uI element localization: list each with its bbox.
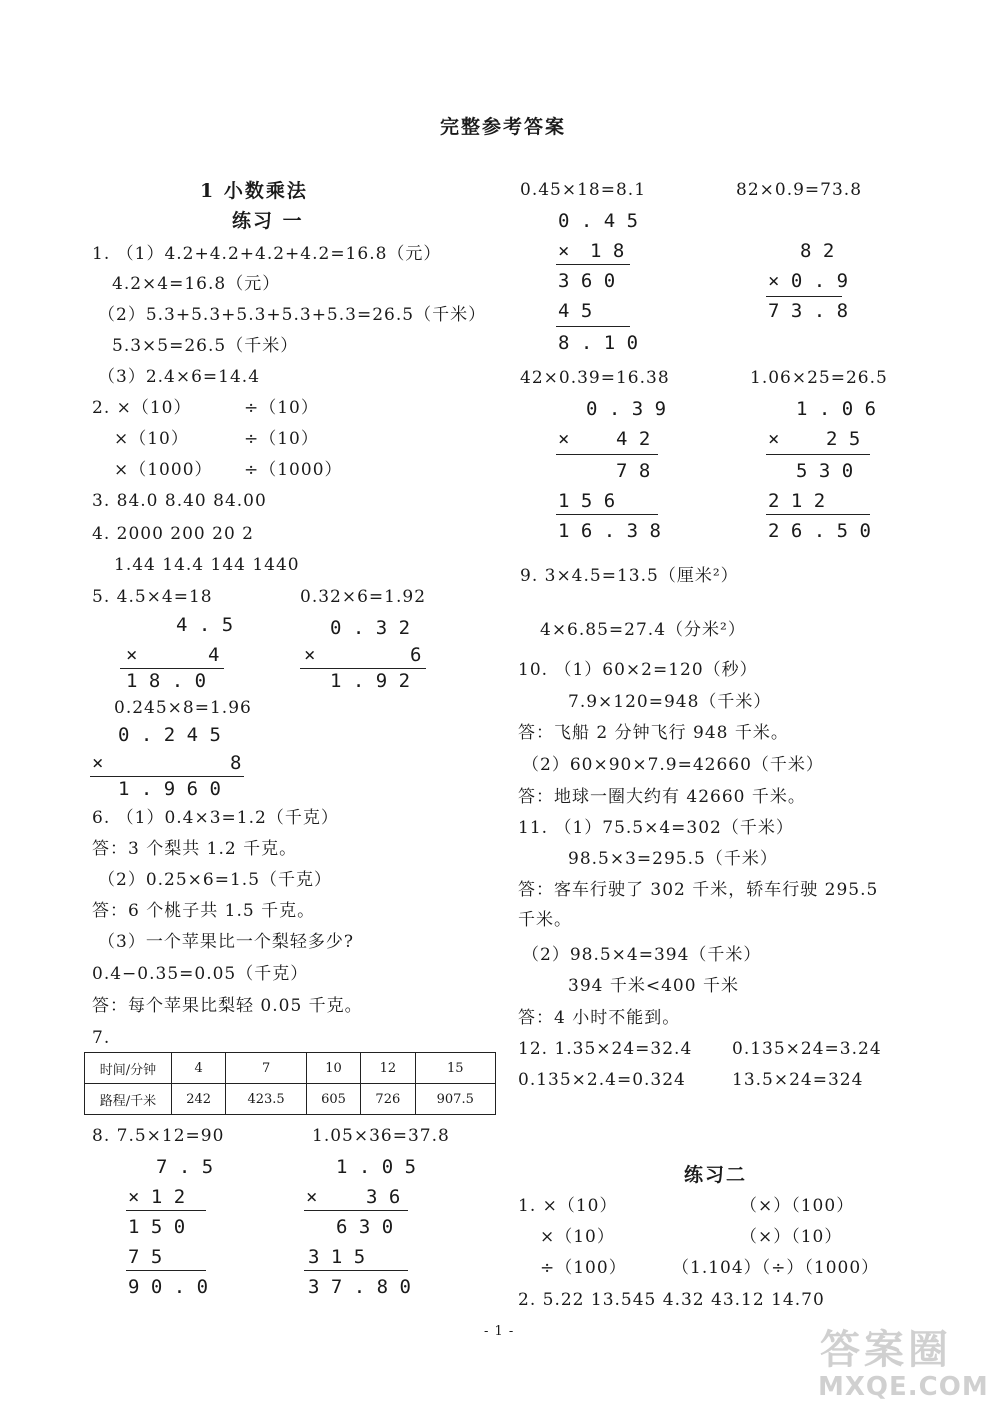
answer-line: （2）0.25×6=1.5（千克）: [98, 870, 333, 890]
vertical-calc-row: 1 8: [590, 240, 625, 262]
calc-line: [766, 296, 842, 297]
vertical-calc-row: 7 8: [616, 460, 651, 482]
answer-line: （2）98.5×4=394（千米）: [522, 945, 762, 965]
answer-line: 12. 1.35×24=32.4: [518, 1039, 693, 1059]
answer-line: ×（10）: [114, 429, 189, 449]
vertical-calc-row: 0 . 4 5: [558, 210, 639, 232]
vertical-calc-row: 5 3 0: [796, 460, 854, 482]
vertical-calc-row: × 1 2: [128, 1186, 186, 1208]
calc-line: [556, 514, 658, 515]
answer-line: 千米。: [518, 910, 572, 930]
vertical-calc-row: 1 . 9 6 0: [118, 778, 221, 800]
answer-line: 11. （1）75.5×4=302（千米）: [518, 818, 794, 838]
answer-line: 6. （1）0.4×3=1.2（千克）: [92, 808, 339, 828]
vertical-calc-row: 2 5: [826, 428, 861, 450]
vertical-calc-row: 1 5 0: [128, 1216, 186, 1238]
multiply-sign: ×: [304, 644, 316, 666]
calc-line: [304, 1270, 408, 1271]
vertical-calc-row: 3 1 5: [308, 1246, 366, 1268]
answer-line: ×（1000）: [114, 460, 213, 480]
multiply-sign: ×: [306, 1186, 318, 1208]
calc-line: [766, 514, 870, 515]
answer-line: 9. 3×4.5=13.5（厘米²）: [520, 566, 739, 586]
calc-line: [120, 668, 224, 669]
answer-line: 答：客车行驶了 302 千米，轿车行驶 295.5: [518, 880, 879, 900]
answer-line: 10. （1）60×2=120（秒）: [518, 660, 758, 680]
vertical-calc-row: 7 5: [128, 1246, 163, 1268]
answer-line: 答：4 小时不能到。: [518, 1008, 681, 1028]
calc-line: [556, 326, 630, 327]
answer-line: 98.5×3=295.5（千米）: [568, 849, 778, 869]
exercise-heading: 练习二: [684, 1164, 748, 1186]
answer-line: 0.245×8=1.96: [114, 698, 252, 718]
answer-line: ÷（10）: [244, 429, 319, 449]
table-cell: 242: [172, 1084, 226, 1115]
data-table: [84, 1052, 496, 1115]
watermark-url: MXQE.COM: [818, 1372, 989, 1402]
vertical-calc-row: 6 3 0: [336, 1216, 394, 1238]
answer-line: ÷（10）: [244, 398, 319, 418]
table-row: [85, 1053, 496, 1084]
vertical-calc-row: 1 . 9 2: [330, 670, 411, 692]
vertical-calc-row: 1 . 0 5: [336, 1156, 417, 1178]
table-cell: 4: [172, 1053, 226, 1084]
answer-line: （2）5.3+5.3+5.3+5.3+5.3=26.5（千米）: [98, 305, 487, 325]
calc-line: [304, 1210, 408, 1211]
answer-line: 394 千米<400 千米: [568, 976, 739, 996]
answer-line: （1.104）（÷）（1000）: [672, 1258, 880, 1278]
vertical-calc-row: 4 5: [558, 300, 593, 322]
answer-line: 0.32×6=1.92: [300, 587, 427, 607]
answer-line: ÷（100）: [540, 1258, 627, 1278]
vertical-calc-row: 6: [410, 644, 422, 666]
calc-line: [126, 1210, 206, 1211]
answer-line: 1. ×（10）: [518, 1196, 618, 1216]
table-cell: 12: [361, 1053, 415, 1084]
table-cell: 605: [306, 1084, 360, 1115]
answer-line: 8. 7.5×12=90: [92, 1126, 225, 1146]
calc-line: [300, 668, 426, 669]
answer-line: 答：每个苹果比梨轻 0.05 千克。: [92, 996, 363, 1016]
exercise-heading: 练习 一: [232, 210, 304, 232]
answer-line: 5.3×5=26.5（千米）: [112, 336, 299, 356]
vertical-calc-row: 1 5 6: [558, 490, 616, 512]
answer-line: 0.135×2.4=0.324: [518, 1070, 686, 1090]
table-cell: 路程/千米: [85, 1084, 172, 1115]
table-cell: 15: [415, 1053, 495, 1084]
vertical-calc-row: 0 . 3 2: [330, 617, 411, 639]
vertical-calc-row: 2 1 2: [768, 490, 826, 512]
answer-line: 7.9×120=948（千米）: [568, 692, 772, 712]
calc-line: [126, 1270, 206, 1271]
answer-line: （×）（100）: [740, 1196, 855, 1216]
answer-line: 2. ×（10）: [92, 398, 192, 418]
answer-line: ÷（1000）: [244, 460, 343, 480]
answer-line: 0.135×24=3.24: [732, 1039, 882, 1059]
table-cell: 423.5: [226, 1084, 306, 1115]
vertical-calc-row: 8: [230, 752, 242, 774]
table-cell: 时间/分钟: [85, 1053, 172, 1084]
vertical-calc-row: 4: [208, 644, 220, 666]
answer-line: 82×0.9=73.8: [736, 180, 863, 200]
multiply-sign: ×: [558, 428, 570, 450]
multiply-sign: ×: [558, 240, 570, 262]
vertical-calc-row: 4 . 5: [176, 614, 234, 636]
multiply-sign: ×: [768, 428, 780, 450]
vertical-calc-row: 3 6 0: [558, 270, 616, 292]
vertical-calc-row: 4 2: [616, 428, 651, 450]
calc-line: [556, 264, 630, 265]
answer-line: 4.2×4=16.8（元）: [112, 274, 281, 294]
calc-line: [766, 454, 870, 455]
section-heading: 1 小数乘法: [200, 180, 308, 202]
vertical-calc-row: 1 6 . 3 8: [558, 520, 661, 542]
vertical-calc-row: 0 . 2 4 5: [118, 724, 221, 746]
vertical-calc-row: × 0 . 9: [768, 270, 849, 292]
vertical-calc-row: 9 0 . 0: [128, 1276, 209, 1298]
vertical-calc-row: 1 . 0 6: [796, 398, 877, 420]
watermark-logo: 答案圈: [820, 1327, 952, 1373]
vertical-calc-row: 3 7 . 8 0: [308, 1276, 411, 1298]
vertical-calc-row: 1 8 . 0: [126, 670, 207, 692]
vertical-calc-row: 3 6: [366, 1186, 401, 1208]
page-title: 完整参考答案: [440, 116, 567, 138]
answer-line: （×）（10）: [740, 1227, 843, 1247]
answer-line: 答：地球一圈大约有 42660 千米。: [518, 787, 806, 807]
answer-line: （2）60×90×7.9=42660（千米）: [522, 755, 824, 775]
answer-line: （3）2.4×6=14.4: [98, 367, 261, 387]
multiply-sign: ×: [92, 752, 104, 774]
vertical-calc-row: 7 . 5: [156, 1156, 214, 1178]
answer-line: 4×6.85=27.4（分米²）: [540, 620, 746, 640]
table-cell: 907.5: [415, 1084, 495, 1115]
answer-line: 0.4−0.35=0.05（千克）: [92, 964, 309, 984]
calc-line: [90, 776, 244, 777]
table-cell: 10: [306, 1053, 360, 1084]
answer-line: 1.05×36=37.8: [312, 1126, 450, 1146]
answer-line: 1. （1）4.2+4.2+4.2+4.2=16.8（元）: [92, 244, 442, 264]
multiply-sign: ×: [126, 644, 138, 666]
answer-line: ×（10）: [540, 1227, 615, 1247]
table-row: [85, 1084, 496, 1115]
answer-line: 3. 84.0 8.40 84.00: [92, 491, 267, 511]
answer-line: 1.06×25=26.5: [750, 368, 888, 388]
vertical-calc-row: 2 6 . 5 0: [768, 520, 871, 542]
answer-line: 2. 5.22 13.545 4.32 43.12 14.70: [518, 1290, 825, 1310]
vertical-calc-row: 8 2: [800, 240, 835, 262]
answer-line: 7.: [92, 1028, 111, 1048]
answer-line: 13.5×24=324: [732, 1070, 864, 1090]
table-cell: 726: [361, 1084, 415, 1115]
answer-line: 0.45×18=8.1: [520, 180, 647, 200]
answer-line: 答：飞船 2 分钟飞行 948 千米。: [518, 723, 789, 743]
answer-line: 4. 2000 200 20 2: [92, 524, 254, 544]
table-cell: 7: [226, 1053, 306, 1084]
answer-line: （3）一个苹果比一个梨轻多少?: [98, 932, 354, 952]
vertical-calc-row: 0 . 3 9: [586, 398, 667, 420]
answer-line: 5. 4.5×4=18: [92, 587, 213, 607]
answer-line: 答：3 个梨共 1.2 千克。: [92, 839, 298, 859]
page-number: - 1 -: [484, 1324, 515, 1339]
vertical-calc-row: 7 3 . 8: [768, 300, 849, 322]
answer-line: 1.44 14.4 144 1440: [114, 555, 300, 575]
answer-line: 42×0.39=16.38: [520, 368, 670, 388]
answer-line: 答：6 个桃子共 1.5 千克。: [92, 901, 316, 921]
calc-line: [556, 454, 658, 455]
vertical-calc-row: 8 . 1 0: [558, 332, 639, 354]
